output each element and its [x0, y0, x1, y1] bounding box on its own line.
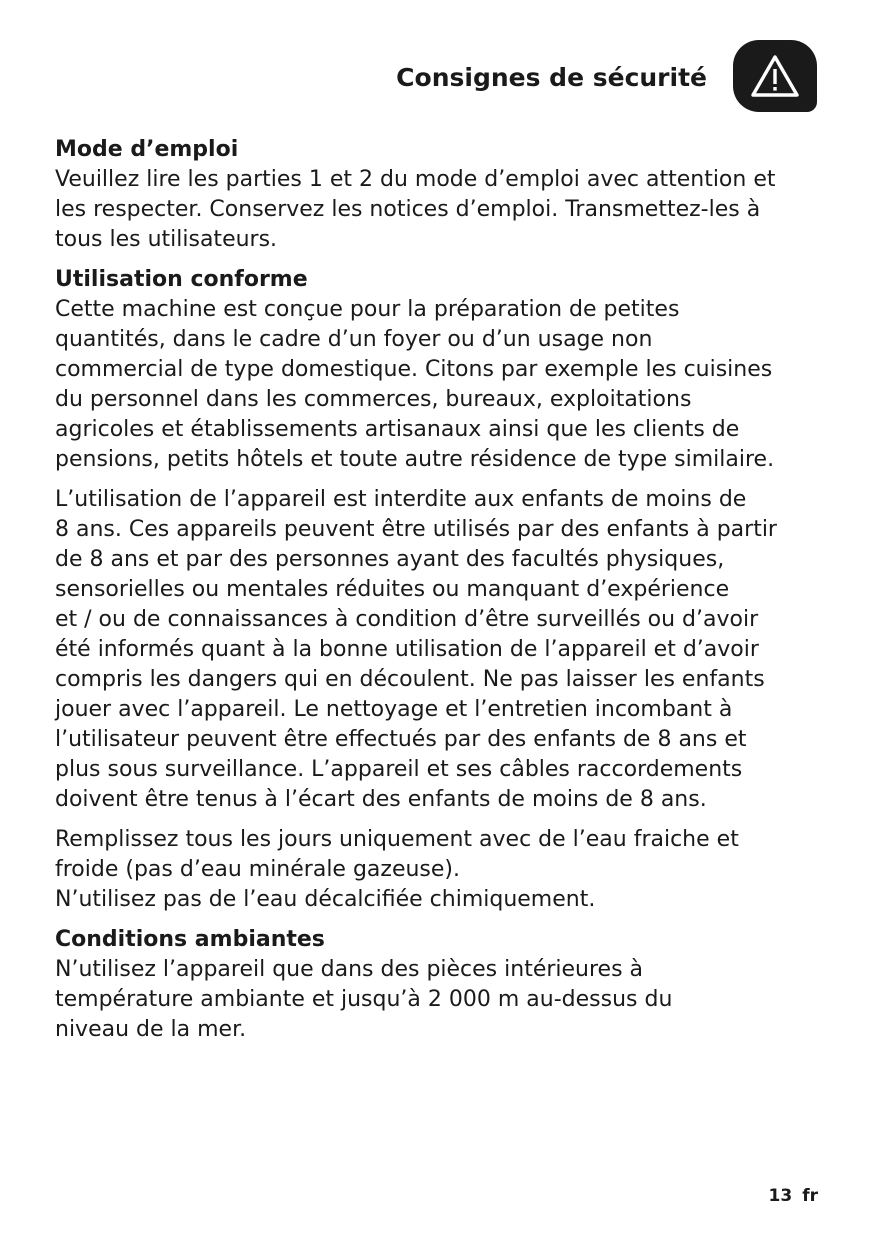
page-title: Consignes de sécurité — [396, 62, 707, 92]
section-paragraph: N’utilisez l’appareil que dans des pièces intérieures à température ambiante et jusqu’à 2 000 m au-dessus du niveau de la mer. — [55, 957, 673, 1042]
section-mode-emploi — [55, 135, 835, 255]
warning-triangle-icon — [733, 40, 817, 112]
section-heading: Mode d’emploi — [55, 137, 239, 162]
section-paragraph: Veuillez lire les parties 1 et 2 du mode d’emploi avec attention et les respecter. Conservez les notices d’emploi. Transmettez-les à tous les utilisateurs. — [55, 167, 776, 252]
page-number: 13 — [768, 1186, 793, 1206]
section-heading: Conditions ambiantes — [55, 927, 325, 952]
section-paragraph: Remplissez tous les jours uniquement avec de l’eau fraiche et froide (pas d’eau minérale gazeuse). N’utilisez pas de l’eau décalcifiée chimiquement. — [55, 827, 739, 912]
section-paragraph: Cette machine est conçue pour la préparation de petites quantités, dans le cadre d’un foyer ou d’un usage non commercial de type domestique. Citons par exemple les cuisines du personnel dans les commerces, bureaux, exploitations agricoles et établissements artisanaux ainsi que les clients de pensions, petits hôtels et toute autre résidence de type similaire. — [55, 297, 775, 472]
section-utilisation-conforme — [55, 265, 835, 915]
page-footer — [769, 1186, 818, 1206]
document-body — [55, 135, 835, 1055]
language-code: fr — [802, 1186, 818, 1206]
section-heading: Utilisation conforme — [55, 267, 308, 292]
section-paragraph: L’utilisation de l’appareil est interdite aux enfants de moins de 8 ans. Ces appareils peuvent être utilisés par des enfants à partir de 8 ans et par des personnes ayant des facultés physiques, sensorielles ou mentales réduites ou manquant d’expérience et / ou de connaissances à condition d’être surveillés ou d’avoir été informés quant à la bonne utilisation de l’appareil et d’avoir compris les dangers qui en découlent. Ne pas laisser les enfants jouer avec l’appareil. Le nettoyage et l’entretien incombant à l’utilisateur peuvent être effectués par des enfants de 8 ans et plus sous surveillance. L’appareil et ses câbles raccordements doivent être tenus à l’écart des enfants de moins de 8 ans. — [55, 487, 777, 812]
section-conditions-ambiantes — [55, 925, 835, 1045]
page-header — [396, 40, 817, 112]
